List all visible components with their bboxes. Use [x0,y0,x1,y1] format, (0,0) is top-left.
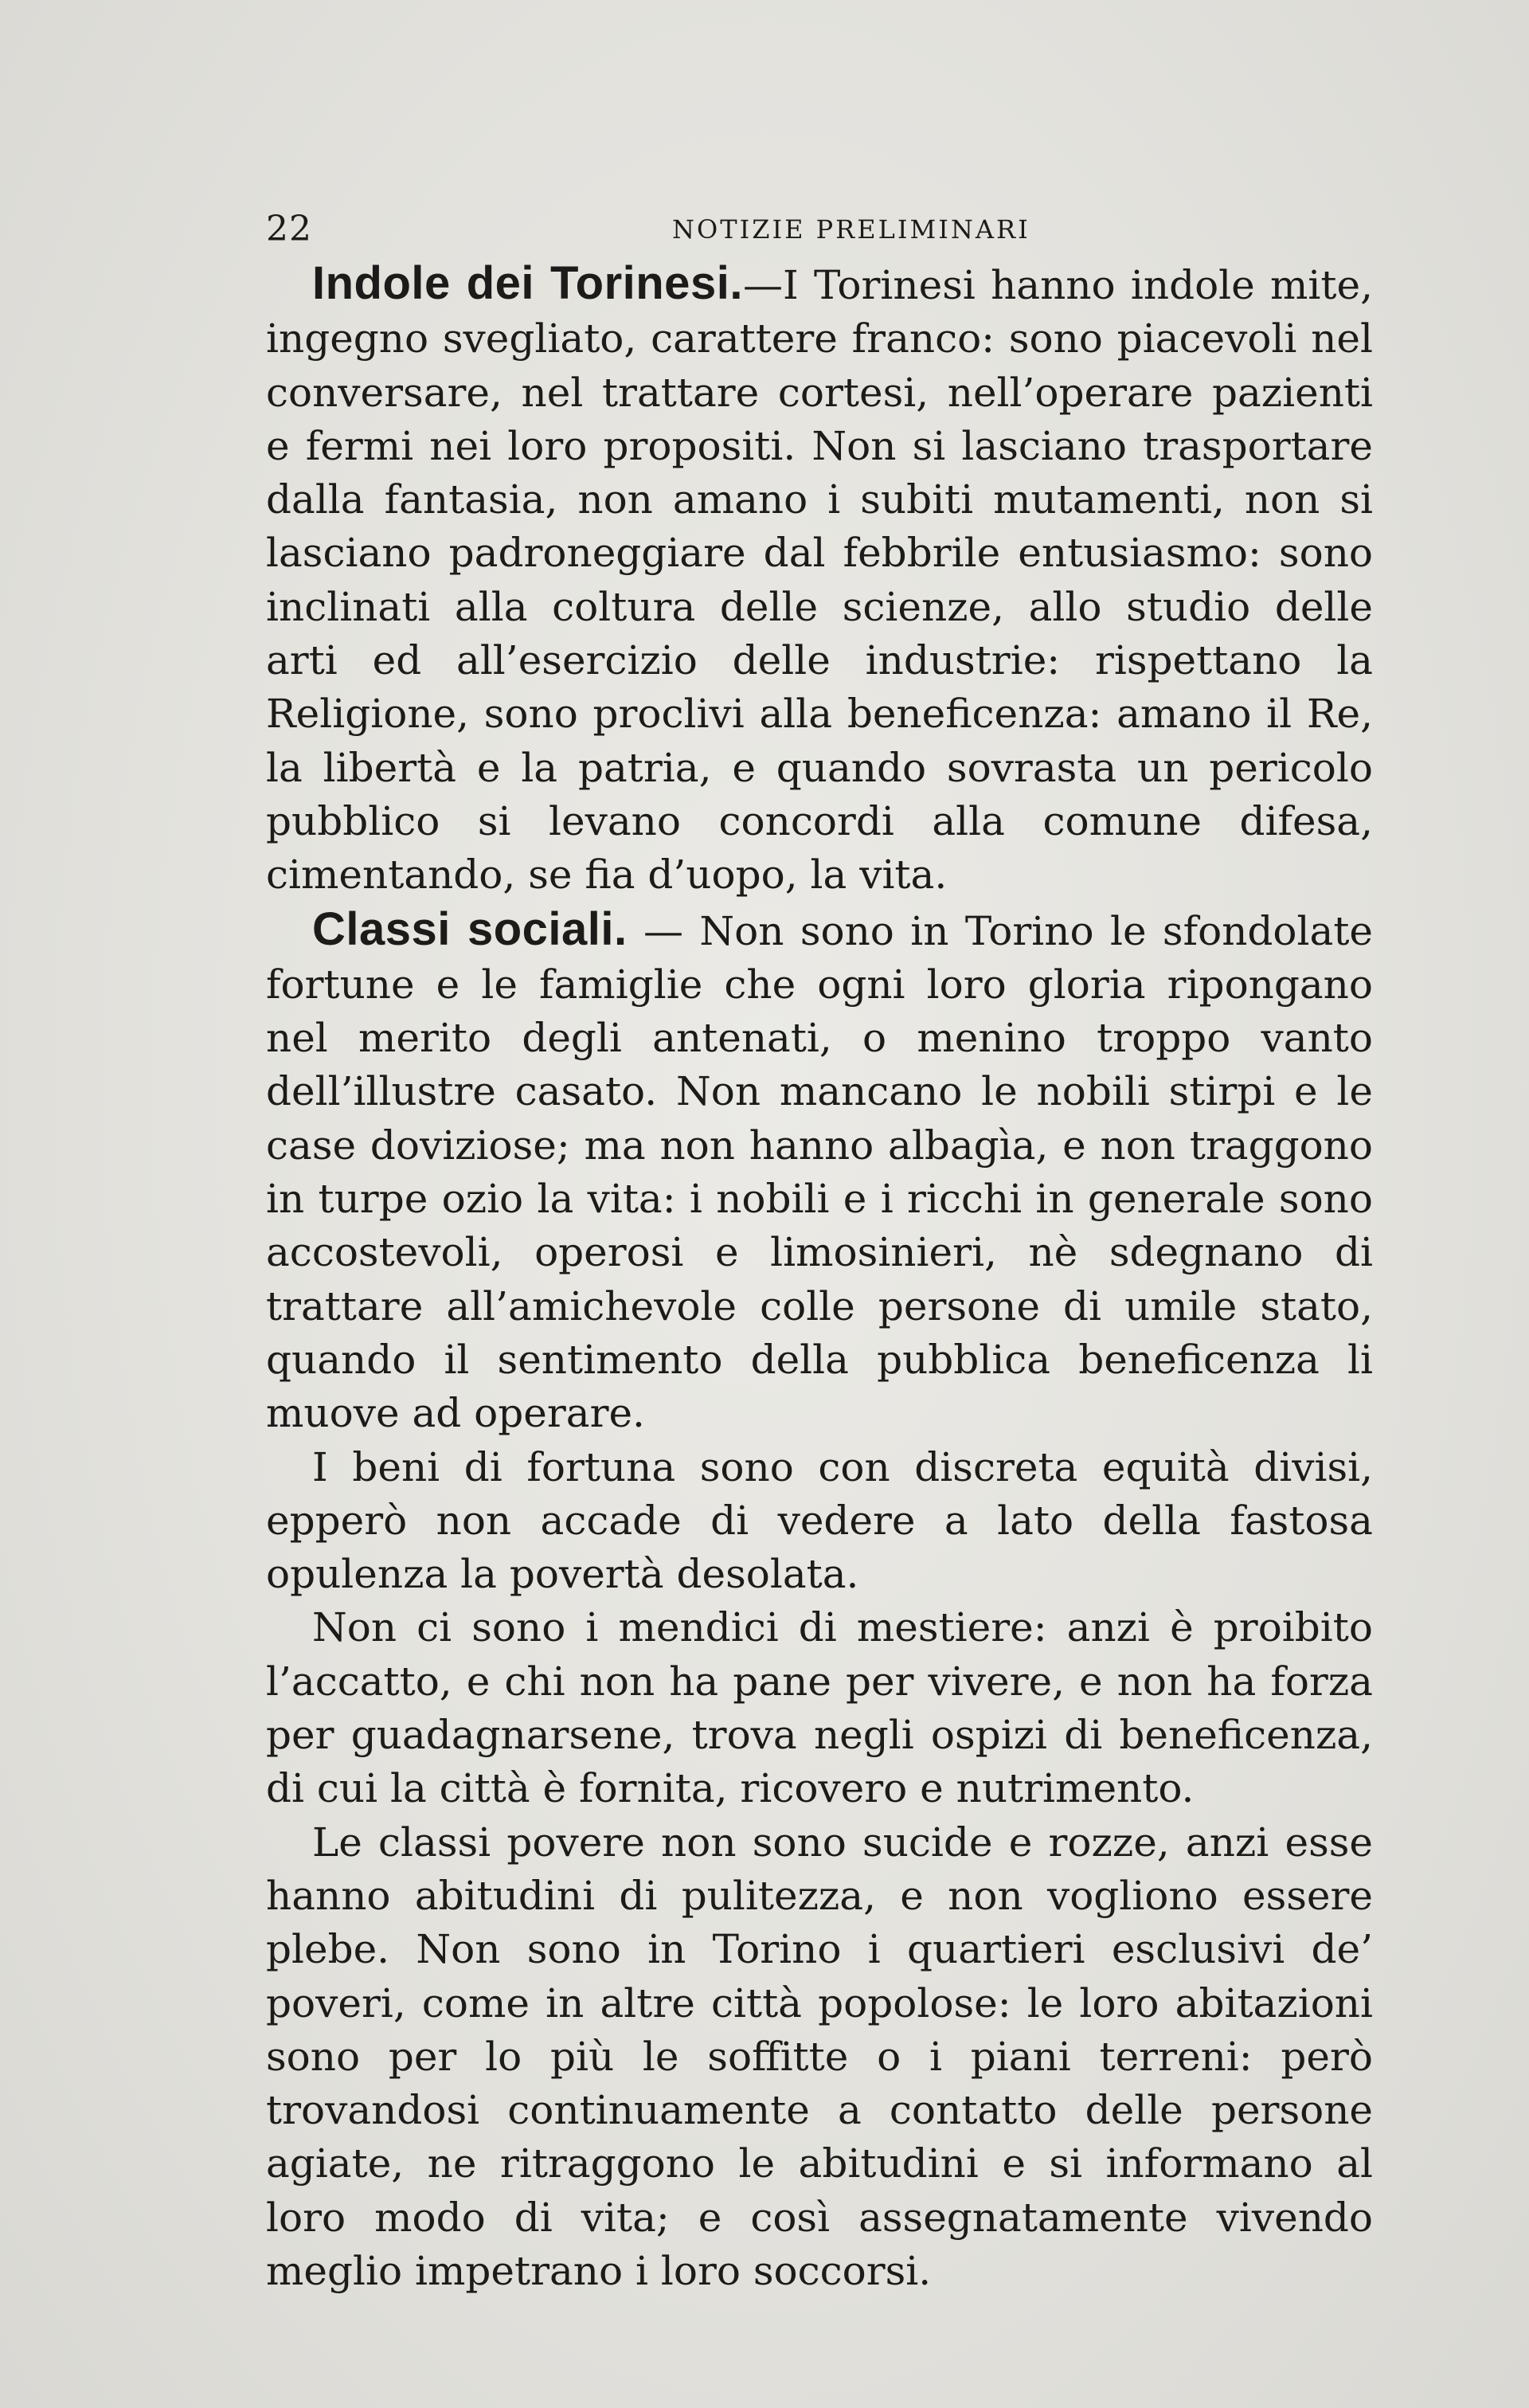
paragraph-classi [266,903,1373,1441]
page-number: 22 [266,209,312,249]
running-head [266,206,1373,253]
body-text [266,256,1373,2298]
section-heading-classi: Classi sociali. [312,903,628,955]
paragraph-beni: I beni di fortuna sono con discreta equità divisi, epperò non accade di vedere a lato della fastosa opulenza la povertà desolata. [266,1443,1373,1598]
section-text-classi: — Non sono in Torino le sfondolate fortune e le famiglie che ogni loro gloria ripongano nel merito degli antenati, o menino troppo vanto dell’illustre casato. Non mancano le nobili stirpi e le case doviziose; ma non hanno albagìa, e non traggono in turpe ozio la vita: i nobili e i ricchi in generale sono accostevoli, operosi e limosinieri, nè sdegnano di trattare all’amichevole colle persone di umile stato, quando il sentimento della pubblica beneficenza li muove ad operare. [266,907,1373,1437]
paragraph-indole [266,256,1373,903]
running-title: NOTIZIE PRELIMINARI [672,214,1030,245]
section-text-indole: —I Torinesi hanno indole mite, ingegno svegliato, carattere franco: sono piacevoli nel conversare, nel trattare cortesi, nell’operare pazienti e fermi nei loro propositi. Non si lasciano trasportare dalla fantasia, non amano i subiti mutamenti, non si lasciano padroneggiare dal febbrile entusiasmo: sono inclinati alla coltura delle scienze, allo studio delle arti ed all’esercizio delle industrie: rispettano la Religione, sono proclivi alla beneficenza: amano il Re, la libertà e la patria, e quando sovrasta un pericolo pubblico si levano concordi alla comune difesa, cimentando, se fia d’uopo, la vita. [266,262,1373,899]
paragraph-mendici: Non ci sono i mendici di mestiere: anzi è proibito l’accatto, e chi non ha pane per vivere, e non ha forza per guadagnarsene, trova negli ospizi di beneficenza, di cui la città è fornita, ricovero e nutrimento. [266,1604,1373,1812]
section-heading-indole: Indole dei Torinesi. [312,257,743,309]
paragraph-classi-povere: Le classi povere non sono sucide e rozze, anzi esse hanno abitudini di pulitezza, e non vogliono essere plebe. Non sono in Torino i quartieri esclusivi de’ poveri, come in altre città popolose: le loro abitazioni sono per lo più le soffitte o i piani terreni: però trovandosi continuamente a contatto delle persone agiate, ne ritraggono le abitudini e si informano al loro modo di vita; e così assegnatamente vivendo meglio impetrano i loro soccorsi. [266,1819,1373,2294]
